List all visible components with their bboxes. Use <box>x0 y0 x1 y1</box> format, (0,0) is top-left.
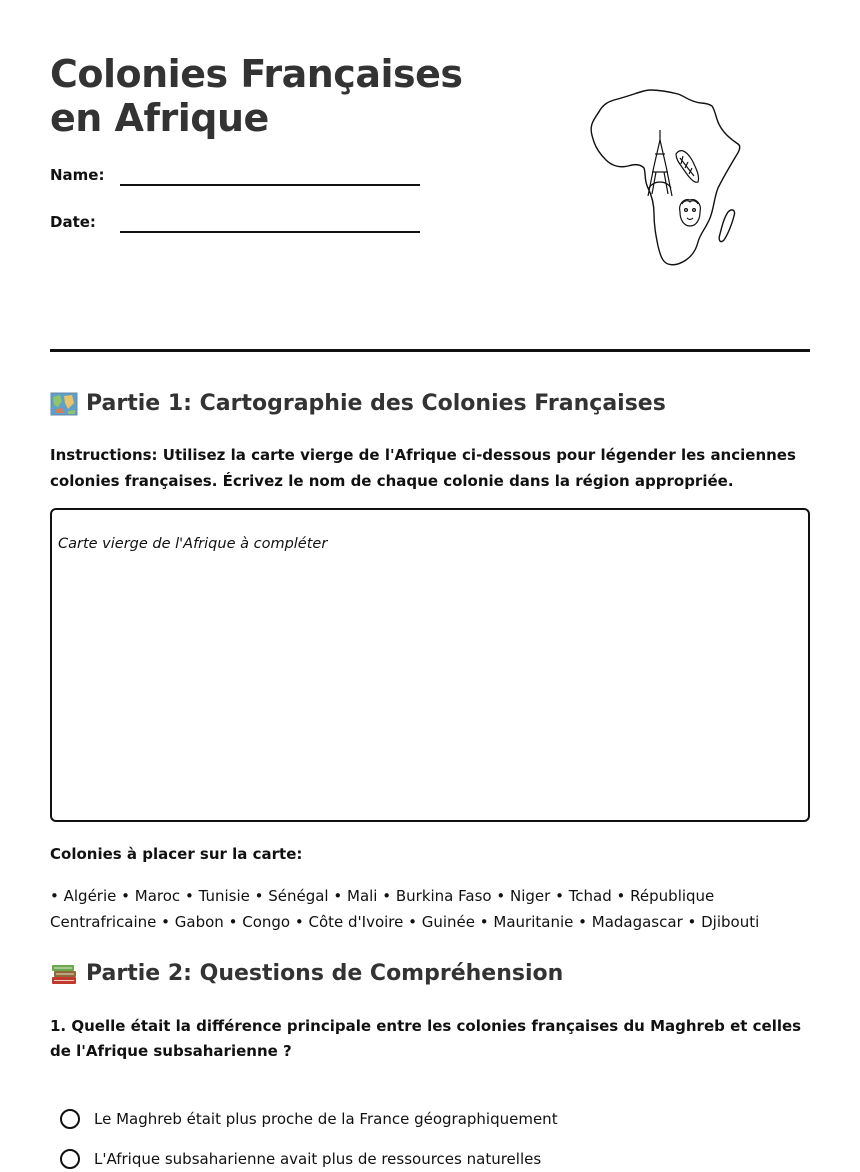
colony-name: Congo <box>242 913 291 931</box>
colony-name: Tunisie <box>198 887 250 905</box>
part1-title: Partie 1: Cartographie des Colonies Françaises <box>86 391 666 416</box>
books-icon <box>50 961 78 987</box>
blank-map-area[interactable] <box>50 508 810 822</box>
map-icon <box>50 391 78 417</box>
colony-name: Mali <box>347 887 378 905</box>
option-label: L'Afrique subsaharienne avait plus de ressources naturelles <box>94 1150 542 1168</box>
worksheet-page <box>50 0 810 1168</box>
part1-instructions: Instructions: Utilisez la carte vierge de l'Afrique ci-dessous pour légender les anciennes colonies françaises. Écrivez le nom de chaque colonie dans la région appropriée. <box>50 446 796 490</box>
radio-button[interactable] <box>60 1109 80 1129</box>
africa-logo-icon <box>588 84 784 272</box>
radio-button[interactable] <box>60 1149 80 1169</box>
colony-name: Algérie <box>63 887 117 905</box>
part2-title: Partie 2: Questions de Compréhension <box>86 961 564 986</box>
part2-heading <box>50 960 810 988</box>
map-caption: Carte vierge de l'Afrique à compléter <box>58 536 328 552</box>
part1-heading <box>50 390 810 418</box>
colony-name: Maroc <box>134 887 181 905</box>
option-label: Le Maghreb était plus proche de la France géographiquement <box>94 1110 558 1128</box>
name-field[interactable] <box>50 166 420 190</box>
colony-name: Gabon <box>174 913 224 931</box>
question-1-option-b[interactable] <box>60 1146 800 1172</box>
colony-name: République Centrafricaine <box>50 887 715 931</box>
name-label: Name: <box>50 166 105 184</box>
colony-name: Sénégal <box>268 887 329 905</box>
colonies-title: Colonies à placer sur la carte: <box>50 845 303 863</box>
page-title: Colonies Françaises en Afrique <box>50 52 463 140</box>
colonies-list: • Algérie • Maroc • Tunisie • Sénégal • Mali • Burkina Faso • Niger • Tchad • République Centrafricaine • Gabon • Congo • Côte d'Ivoire • Guinée • Mauritanie • Madagascar • Djibouti <box>50 887 760 931</box>
colony-name: Côte d'Ivoire <box>308 913 404 931</box>
date-field[interactable] <box>50 213 420 237</box>
question-1: 1. Quelle était la différence principale entre les colonies françaises du Maghreb et celles de l'Afrique subsaharienne ? <box>50 1017 802 1060</box>
colony-name: Mauritanie <box>493 913 574 931</box>
date-line[interactable] <box>120 231 420 233</box>
name-line[interactable] <box>120 184 420 186</box>
header-divider <box>50 349 810 352</box>
date-label: Date: <box>50 213 96 231</box>
question-1-option-a[interactable] <box>60 1106 800 1132</box>
colony-name: Madagascar <box>591 913 683 931</box>
colony-name: Guinée <box>421 913 476 931</box>
colony-name: Djibouti <box>701 913 760 931</box>
colony-name: Tchad <box>568 887 612 905</box>
colony-name: Niger <box>509 887 551 905</box>
colony-name: Burkina Faso <box>395 887 492 905</box>
